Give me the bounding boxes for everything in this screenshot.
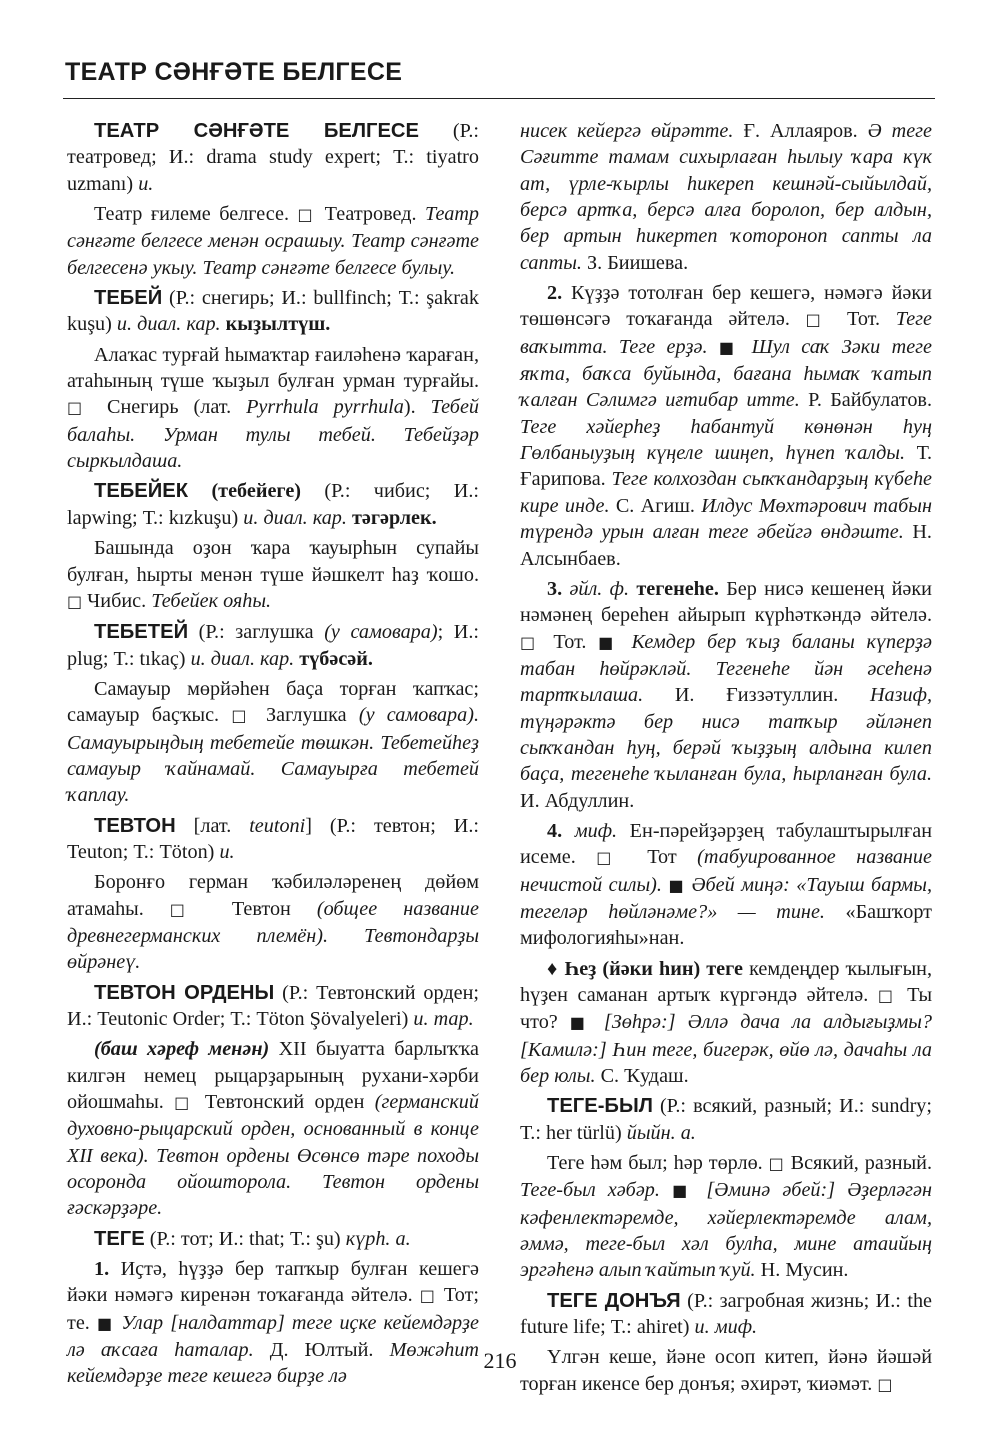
entry-body	[67, 1036, 479, 1221]
translation: Тот; те.	[67, 1284, 480, 1334]
running-head: ТЕАТР СӘНҒӘТЕ БЕЛГЕСЕ	[65, 58, 403, 86]
examples: Тебей балаһы. Урман тулы тебей. Тебейҙәр сыркылдаша.	[67, 396, 480, 473]
sense-number: 1.	[94, 1258, 110, 1281]
translation: Тевтонский орден	[194, 1091, 375, 1114]
equivalents: (Р.: Тевтонский орден; И.: Teutonic Order; Т.: Töton Şövalyeleri)	[67, 981, 479, 1030]
author: Т. Ғарипова.	[520, 442, 932, 491]
white-square-icon: □	[419, 1286, 437, 1306]
translation: Тот.	[831, 308, 896, 331]
translation: Ты что?	[520, 984, 933, 1034]
citation: Назиф, түңәрәктә бер нисә тапҡыр әйләнеп сыҡҡандан һуң, берәй ҡыҙҙың алдына килеп баҫа, тегенеһе ҡыланған була, һырланған була.	[520, 684, 932, 786]
citation: Ә теге Сәғитте тамам сихырлаған һылыу ҡара күк ат, үрле-ҡырлы һикереп кешнәй-сыйылдай, берсә артҡа, берсә алға боролоп, бер алдын, бер артын һикертеп ҡотороноп сапты ла сапты.	[520, 120, 932, 274]
entry-body	[67, 676, 479, 809]
white-square-icon: □	[768, 1154, 785, 1174]
translation: Заглушка	[253, 704, 359, 727]
author: Н. Алсынбаев.	[520, 521, 932, 570]
equivalents: ] (Р.: тевтон; И.: Teuton; Т.: Töton)	[67, 814, 479, 863]
headword: ТЕВТОН ОРДЕНЫ	[94, 981, 275, 1004]
translation: Тевтон	[205, 897, 317, 920]
entry-tebey	[67, 285, 479, 338]
phrase-entry	[520, 956, 932, 1090]
white-square-icon: □	[805, 310, 832, 330]
entry-tege-donya	[520, 1288, 932, 1341]
equivalents: (Р.: театровед; И.: drama study expert; Т.: tiyatro uzmanı)	[67, 120, 479, 195]
sense-number: 4.	[547, 819, 563, 842]
white-square-icon: □	[520, 632, 542, 652]
entry-tebetey	[67, 619, 479, 672]
citation: [Әминә әбей:] Әҙерләгән кәфенлектәремде, хәйерлектәремде алам, әммә, теге-был хәл булһа, мине атаийың эргәһенә алып ҡайтып ҡуй.	[520, 1179, 932, 1282]
entry-body	[67, 201, 479, 281]
equivalents: (Р.: чибис; И.: lapwing; Т.: kızkuşu)	[67, 480, 479, 529]
headword: ТЕГЕ-БЫЛ	[547, 1095, 653, 1118]
pos-label: и.	[219, 840, 235, 863]
white-square-icon: □	[169, 899, 206, 919]
definition: Иҫтә, һүҙҙә бер тапҡыр булған кешегә йәки нәмәгә киренән тоҡағанда әйтелә.	[67, 1258, 479, 1307]
definition: Бер нисә кешенең йәки нәмәнең береһен айырып күрһәткәндә әйтелә.	[520, 577, 932, 627]
citation: Мөжәһит кейемдәрҙе теге кешегә бирҙе лә	[67, 1339, 479, 1388]
phrase-headword: Һеҙ (йәки һин) теге	[558, 957, 743, 980]
white-square-icon: □	[231, 706, 254, 726]
sense-4	[520, 818, 932, 952]
entry-tevton-ordeny	[67, 980, 479, 1033]
definition: Теге һәм был; һәр төрлө.	[547, 1152, 769, 1175]
pos-label: и.	[138, 172, 154, 195]
definition: Үлгән кеше, йәне осоп китеп, йәнә йәшәй торған икенсе бер донъя; әхирәт, ҡиәмәт.	[520, 1346, 932, 1395]
pos-label: йыйн. а.	[626, 1121, 696, 1144]
definition: Театр ғилеме белгесе.	[94, 203, 298, 226]
author: Н. Мусин.	[755, 1259, 849, 1282]
cross-reference: түбәсәй.	[294, 647, 373, 670]
sense-3	[520, 576, 932, 814]
black-square-icon: ■	[661, 875, 685, 895]
equivalents: (Р.: заглушка	[188, 621, 325, 644]
sense-number: 2.	[547, 282, 563, 305]
variant: (тебейеге)	[188, 480, 301, 503]
pos-label: и. диал. кар.	[190, 647, 295, 670]
definition: Самауыр мөрйәһен баҫа торған ҡапҡас; самауыр баҫҡыс.	[67, 677, 479, 727]
translation: Тот.	[541, 630, 599, 653]
black-square-icon: ■	[96, 1313, 115, 1333]
definition: Ен-пәрейҙәрҙең табулаштырылған исеме.	[520, 819, 932, 869]
pos-label: и. диал. кар.	[116, 313, 221, 336]
entry-tebeyek	[67, 478, 479, 531]
sense-number: 3.	[547, 577, 563, 600]
white-square-icon: □	[67, 398, 93, 418]
citation: Теге хәйерһеҙ һабантуй көнөнән һуң Гөлбаныуҙың күңеле шиңеп, һүнеп ҡалды.	[520, 415, 932, 465]
citation: Улар [налдаттар] теге иҫке кейемдәрҙе лә аҡсаға һаталар.	[67, 1311, 479, 1362]
definition: XII быуатта барлыҡҡа килгән немец рыцарҙарының рухани-хәрби ойошмаһы.	[67, 1038, 479, 1114]
pos-label: и. тар.	[413, 1008, 474, 1030]
white-square-icon: □	[67, 591, 83, 611]
etymology-word: teutoni	[249, 814, 306, 837]
white-square-icon: □	[596, 848, 627, 868]
entry-tege	[67, 1226, 479, 1252]
sense-1-continued	[520, 118, 932, 276]
author: И. Абдуллин.	[520, 789, 635, 812]
etymology: [лат.	[175, 814, 250, 837]
white-square-icon: □	[174, 1093, 195, 1113]
headword: ТЕГЕ ДОНЪЯ	[547, 1289, 681, 1312]
page-number: 216	[483, 1348, 517, 1373]
sense-2	[520, 280, 932, 572]
citation: [Зөһрә:] Әллә дача ла алдығыҙмы? [Камилә:] Һин теге, бигерәк, өйө лә, дачаһы ла бер юлы.	[520, 1011, 932, 1088]
author: З. Биишева.	[581, 251, 689, 274]
equivalents: ; И.: plug; Т.: tıkaç)	[67, 621, 479, 670]
examples: Самауырыңдың тебетейе төшкән. Тебетейһеҙ самауыр ҡайнамай. Самауырға тебетей ҡаплау.	[67, 731, 479, 807]
black-square-icon: ■	[569, 1013, 592, 1033]
headword: ТЕБЕЙ	[94, 287, 163, 310]
headword: ТЕГЕ	[94, 1227, 145, 1250]
equivalents: (Р.: снегирь; И.: bullfinch; Т.: şakrak kuşu)	[67, 287, 479, 336]
author: «Башҡорт мифологияһы»нан.	[520, 900, 932, 950]
citation: Кемдер бер ҡыҙ баланы күперҙә табан һөйрәкләй. Тегенеһе йән әсеһенә тартҡылаша.	[520, 630, 932, 707]
white-square-icon: □	[877, 1374, 893, 1394]
author: С. Агиш.	[609, 494, 695, 517]
citation: нисек кейергә өйрәтте.	[520, 120, 734, 142]
entry-body	[67, 869, 479, 975]
header-rule	[63, 98, 935, 99]
translation-note: (у самовара).	[358, 704, 479, 727]
diamond-icon: ♦	[547, 957, 559, 980]
examples: Теге-был хәбәр.	[520, 1179, 660, 1202]
pos-label: и. миф.	[694, 1316, 758, 1339]
entry-tege-byl	[520, 1093, 932, 1146]
pos-label: күрһ. а.	[345, 1227, 411, 1250]
entry-teatr-sanate-belgese	[67, 118, 479, 197]
translation: ).	[403, 396, 431, 419]
author: Д. Юлтый.	[253, 1339, 374, 1362]
citation: Теге колхоздан сыҡҡандарҙың күбеһе кире инде.	[520, 468, 932, 517]
author: И. Ғиззәтуллин.	[643, 684, 839, 707]
examples: Тевтондарҙы өйрәнеү.	[67, 924, 479, 974]
translation-note: (германский духовно-рыцарский орден, основанный в конце XII века).	[67, 1091, 479, 1167]
entry-body	[520, 1150, 932, 1284]
cross-reference: кыҙылтүш.	[220, 313, 331, 336]
grammar-label: әйл. ф.	[562, 577, 630, 600]
right-column	[520, 118, 932, 1402]
headword: ТЕАТР СӘНҒӘТЕ БЕЛГЕСЕ	[94, 120, 419, 142]
entry-tevton	[67, 813, 479, 866]
translation-note: (табуированное название нечистой силы).	[520, 846, 932, 896]
definition: Башында оҙон ҡара ҡауырһын супайы булған, һырты менән түше йәшкелт һаҙ ҡошо.	[67, 537, 479, 586]
equivalents-note: (у самовара)	[324, 621, 438, 644]
entry-body	[67, 342, 479, 475]
equivalents: (Р.: загробная жизнь; И.: the future life; Т.: ahiret)	[520, 1289, 932, 1339]
cross-reference: тәгәрлек.	[346, 506, 437, 529]
definition: Алаҡас турғай һымаҡтар ғаиләһенә ҡараған, атаһының түше ҡыҙыл булған урман турғайы.	[67, 343, 479, 393]
author: Р. Байбулатов.	[799, 389, 932, 412]
examples: Тевтон ордены Өсөнсө тәре походы осоронда ойошторола. Тевтон ордены ғәскәрҙәре.	[67, 1144, 479, 1220]
definition: кемдеңдер ҡылығын, һүҙен саманан артыҡ күргәндә әйтелә.	[520, 957, 932, 1006]
latin-name: Pyrrhula pyrrhula	[246, 396, 404, 419]
left-column	[67, 118, 479, 1394]
translation: Театровед.	[316, 203, 426, 226]
black-square-icon: ■	[598, 632, 620, 652]
translation: Чибис.	[82, 589, 152, 612]
citation: Илдус Мөхтәрович табын түрендә урын алған теге әбейгә өндәште.	[520, 494, 932, 544]
author: С. Ҡудаш.	[595, 1065, 689, 1088]
translation: Всякий, разный.	[784, 1152, 932, 1175]
equivalents: (Р.: всякий, разный; И.: sundry; Т.: her türlü)	[520, 1095, 932, 1144]
translation: Тот	[626, 846, 698, 869]
citation: Шул саҡ Зәки теге яҡта, баҡса буйында, бағана һымаҡ ҡатып ҡалған Сәлимгә иғтибар итте.	[520, 335, 932, 412]
black-square-icon: ■	[707, 337, 741, 357]
translation-note: (общее название древнегерманских племён).	[67, 897, 479, 947]
definition: Күҙҙә тотолған бер кешегә, нәмәгә йәки төшөнсәгә тоҡағанда әйтелә.	[520, 282, 932, 331]
usage-note: (баш хәреф менән)	[94, 1038, 270, 1061]
headword: ТЕБЕЙЕК	[94, 480, 189, 503]
form: тегенеһе.	[629, 577, 719, 600]
examples: Тебейек ояһы.	[151, 589, 272, 612]
headword: ТЕБЕТЕЙ	[94, 621, 189, 644]
entry-body	[67, 535, 479, 615]
headword: ТЕВТОН	[94, 814, 176, 837]
white-square-icon: □	[297, 205, 317, 225]
citation: Әбей миңә: «Тауыш бармы, тегеләр һөйләнәме?» — тине.	[520, 873, 932, 923]
examples: Театр сәнғәте белгесе менән осрашыу. Театр сәнғәте белгесенә укыу. Театр сәнғәте белгесе булыу.	[67, 203, 480, 279]
examples: Теге ваҡытта. Теге ерҙә.	[520, 308, 933, 358]
translation: Снегирь (лат.	[92, 396, 247, 419]
pos-label: и. диал. кар.	[243, 506, 347, 529]
definition: Боронғо герман ҡәбиләләренең дөйөм атамаһы.	[67, 871, 479, 920]
black-square-icon: ■	[659, 1181, 695, 1201]
equivalents: (Р.: тот; И.: that; Т.: şu)	[144, 1227, 346, 1250]
domain-label: миф.	[562, 819, 618, 842]
author: Ғ. Аллаяров.	[733, 120, 858, 142]
white-square-icon: □	[877, 986, 898, 1005]
